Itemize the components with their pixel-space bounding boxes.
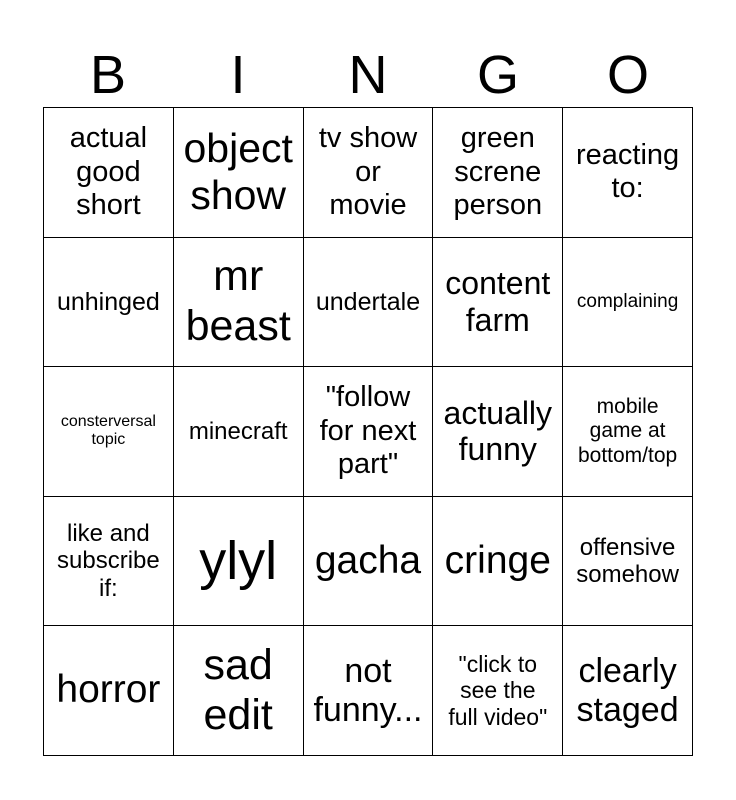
bingo-cell[interactable] — [563, 626, 693, 756]
bingo-cell[interactable] — [433, 626, 563, 756]
bingo-grid — [43, 107, 693, 756]
bingo-cell-text: horror — [56, 668, 161, 712]
bingo-cell[interactable] — [433, 497, 563, 627]
bingo-cell[interactable] — [433, 108, 563, 238]
bingo-cell-text: reacting to: — [576, 138, 680, 205]
bingo-cell[interactable] — [563, 108, 693, 238]
bingo-cell[interactable] — [304, 108, 434, 238]
bingo-cell-text: consterversal topic — [60, 413, 156, 449]
bingo-cell-text: tv show or movie — [318, 122, 418, 221]
bingo-cell[interactable] — [174, 108, 304, 238]
bingo-cell-text: clearly staged — [576, 651, 679, 729]
bingo-cell[interactable] — [563, 367, 693, 497]
bingo-cell-text: mr beast — [185, 252, 291, 350]
header-letter-g: G — [476, 45, 519, 105]
bingo-cell[interactable] — [304, 238, 434, 368]
header-letter-b: B — [89, 45, 127, 105]
bingo-cell[interactable] — [44, 108, 174, 238]
bingo-cell[interactable] — [304, 367, 434, 497]
bingo-cell[interactable] — [433, 238, 563, 368]
bingo-cell-text: "click to see the full video" — [448, 651, 548, 730]
bingo-cell-text: actually funny — [443, 394, 553, 468]
bingo-header — [43, 42, 693, 108]
bingo-cell[interactable] — [174, 238, 304, 368]
bingo-cell[interactable] — [174, 497, 304, 627]
bingo-cell[interactable] — [433, 367, 563, 497]
bingo-cell-text: green screne person — [453, 122, 543, 221]
bingo-cell-text: mobile game at bottom/top — [577, 395, 678, 467]
bingo-cell[interactable] — [44, 238, 174, 368]
bingo-cell[interactable] — [304, 626, 434, 756]
bingo-cell-text: sad edit — [203, 641, 273, 739]
bingo-cell-text: minecraft — [188, 417, 288, 445]
bingo-cell[interactable] — [174, 367, 304, 497]
bingo-cell-text: unhinged — [56, 287, 160, 316]
header-letter-o: O — [606, 45, 649, 105]
bingo-cell[interactable] — [563, 238, 693, 368]
bingo-cell-text: not funny... — [313, 651, 423, 729]
bingo-cell[interactable] — [44, 626, 174, 756]
bingo-cell[interactable] — [174, 626, 304, 756]
bingo-cell-text: like and subscribe if: — [57, 519, 160, 602]
bingo-cell-text: complaining — [576, 290, 679, 312]
bingo-cell-text: object show — [183, 125, 293, 219]
bingo-cell-text: undertale — [315, 287, 421, 316]
header-letter-n: N — [348, 45, 388, 105]
bingo-cell[interactable] — [304, 497, 434, 627]
bingo-cell-text: gacha — [314, 538, 422, 582]
bingo-cell-text: cringe — [444, 538, 551, 582]
bingo-cell-text: actual good short — [69, 122, 148, 221]
bingo-cell[interactable] — [44, 367, 174, 497]
header-letter-i: I — [230, 45, 246, 105]
bingo-cell-text: ylyl — [199, 531, 278, 592]
bingo-cell[interactable] — [563, 497, 693, 627]
bingo-cell-text: "follow for next part" — [319, 381, 417, 481]
bingo-cell[interactable] — [44, 497, 174, 627]
bingo-cell-text: offensive somehow — [576, 533, 679, 589]
bingo-cell-text: content farm — [445, 265, 551, 338]
